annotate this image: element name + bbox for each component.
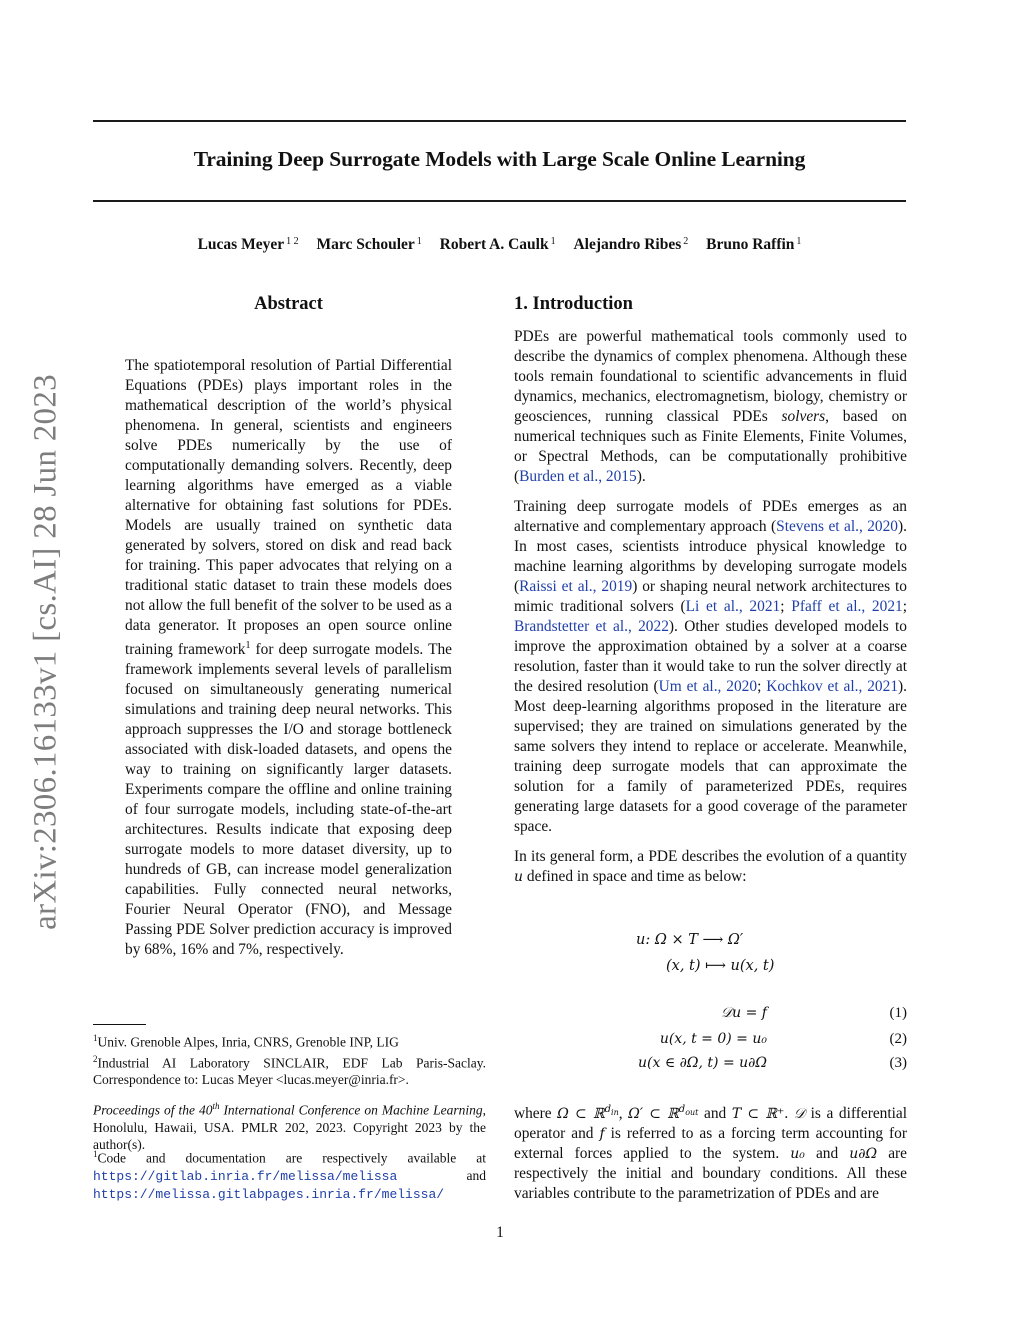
- citation-link[interactable]: Stevens et al., 2020: [776, 518, 898, 535]
- author: Robert A. Caulk $^1$: [439, 236, 556, 253]
- docs-url-link[interactable]: https://melissa.gitlabpages.inria.fr/melissa/: [93, 1186, 445, 1202]
- citation-link[interactable]: Li et al., 2021: [685, 598, 781, 615]
- intro-paragraph-2: Training deep surrogate models of PDEs emerges as an alternative and complementary approach (Stevens et al., 2020). In most cases, scientists introduce physical knowledge to machine learning algorithms by developing surrogate models (Raissi et al., 2019) or shaping neural network architectures to mimic traditional solvers (Li et al., 2021; Pfaff et al., 2021; Brandstetter et al., 2022). Other studies developed models to improve the approximation obtained by a solver at a coarse resolution, faster than it would take to run the solver directly at the desired resolution (Um et al., 2020; Kochkov et al., 2021). Most deep-learning algorithms proposed in the literature are supervised; they are trained on simulations generated by the same solvers they intend to replace or accelerate. Meanwhile, training deep surrogate models that can approximate the solution for a family of parameterized PDEs, requires generating large datasets for a good coverage of the parameter space.: [514, 498, 908, 835]
- footnote-code: $^1$Code and documentation are respectively available at https://gitlab.inria.fr/melissa/melissa and https://melissa.gitlabpages.inria.fr/melissa/: [93, 1149, 486, 1202]
- intro-paragraph-1: PDEs are powerful mathematical tools commonly used to describe the dynamics of complex phenomena. Although these tools remain foundational to scientific advancements in fluid dynamics, mechanics, electromagnetism, biology, chemistry or geosciences, running classical PDEs solvers, based on numerical techniques such as Finite Elements, Finite Volumes, or Spectral Methods, can be computationally prohibitive (Burden et al., 2015).: [514, 328, 907, 485]
- footnote-affiliations: $^1$Univ. Grenoble Alpes, Inria, CNRS, Grenoble INP, LIG $^2$Industrial AI Laboratory SINCLAIR, EDF Lab Paris-Saclay. Correspondence to: Lucas Meyer <lucas.meyer@inria.fr>.: [93, 1033, 486, 1087]
- title-rule-bottom: [93, 200, 906, 202]
- author: Marc Schouler $^1$: [316, 236, 422, 253]
- equation-number: (3): [889, 1055, 907, 1071]
- intro-paragraph-4: where Ω ⊂ ℝ$^{d_{in}}$, Ω′ ⊂ ℝ$^{d_{out}}$ and T ⊂ ℝ⁺. 𝒟 is a differential operator and f is referred to as a forcing term accounting for external forces applied to the system. u₀ and u∂Ω are respectively the initial and boundary conditions. All these variables contribute to the parametrization of PDEs and are: [514, 1104, 908, 1203]
- citation-link[interactable]: Raissi et al., 2019: [519, 578, 633, 595]
- paper-title: Training Deep Surrogate Models with Large Scale Online Learning: [193, 147, 806, 171]
- code-url-link[interactable]: https://gitlab.inria.fr/melissa/melissa: [93, 1168, 398, 1184]
- author: Alejandro Ribes $^2$: [573, 236, 689, 253]
- equation-2: u(x, t = 0) = u₀ (2): [659, 1031, 907, 1047]
- citation-link[interactable]: Pfaff et al., 2021: [791, 598, 903, 615]
- equation-3: u(x ∈ ∂Ω, t) = u∂Ω (3): [638, 1055, 907, 1071]
- equation-number: (2): [889, 1031, 907, 1047]
- intro-paragraph-3: In its general form, a PDE describes the evolution of a quantity u defined in space and time as below:: [514, 848, 907, 885]
- footnote-proceedings: Proceedings of the 40th International Conference on Machine Learning, Honolulu, Hawaii, USA. PMLR 202, 2023. Copyright 2023 by the author(s).: [93, 1101, 486, 1152]
- footnote-rule: [93, 1024, 146, 1025]
- abstract-paragraph: The spatiotemporal resolution of Partial Differential Equations (PDEs) plays important roles in the mathematical description of the world’s physical phenomena. In general, scientists and engineers solve PDEs numerically by the use of computationally demanding solvers. Recently, deep learning algorithms have emerged as a viable alternative for obtaining fast solutions for PDEs. Models are usually trained on synthetic data generated by solvers, stored on disk and read back for training. This paper advocates that relying on a traditional static dataset to train these models does not allow the full benefit of the solver to be used as a data generator. It proposes an open source online training framework$^1$ for deep surrogate models. The framework implements several levels of parallelism focused on simultaneously generating numerical simulations and training deep neural networks. This approach suppresses the I/O and storage bottleneck associated with disk-loaded datasets, and opens the way to training on significantly larger datasets. Experiments compare the offline and online training of four surrogate models, including state-of-the-art architectures. Results indicate that exposing deep surrogate models to more dataset diversity, up to hundreds of GB, can increase model generalization capabilities. Fully connected neural networks, Fourier Neural Operator (FNO), and Message Passing PDE Solver prediction accuracy is improved by 68%, 16% and 7%, respectively.: [125, 357, 452, 959]
- citation-link[interactable]: Um et al., 2020: [658, 678, 758, 695]
- equation-definition-line-2: (x, t) ⟼ u(x, t): [666, 958, 775, 974]
- author-list: [93, 236, 906, 254]
- author: Lucas Meyer $^{1 2}$: [197, 236, 299, 253]
- citation-link[interactable]: Burden et al., 2015: [519, 468, 637, 485]
- author: Bruno Raffin $^1$: [706, 236, 802, 253]
- equation-1: 𝒟u = f (1): [720, 1005, 907, 1021]
- citation-link[interactable]: Kochkov et al., 2021: [766, 678, 899, 695]
- arxiv-identifier: arXiv:2306.16133v1 [cs.AI] 28 Jun 2023: [27, 374, 64, 930]
- equation-number: (1): [889, 1005, 907, 1021]
- abstract-heading: Abstract: [254, 294, 323, 314]
- introduction-heading: 1. Introduction: [514, 294, 633, 314]
- abstract-body: [125, 356, 452, 960]
- equation-definition-line-1: u: Ω × T ⟶ Ω′: [636, 932, 744, 948]
- page-number: 1: [496, 1224, 504, 1241]
- title-rule-top: [93, 120, 906, 122]
- citation-link[interactable]: Brandstetter et al., 2022: [514, 618, 669, 635]
